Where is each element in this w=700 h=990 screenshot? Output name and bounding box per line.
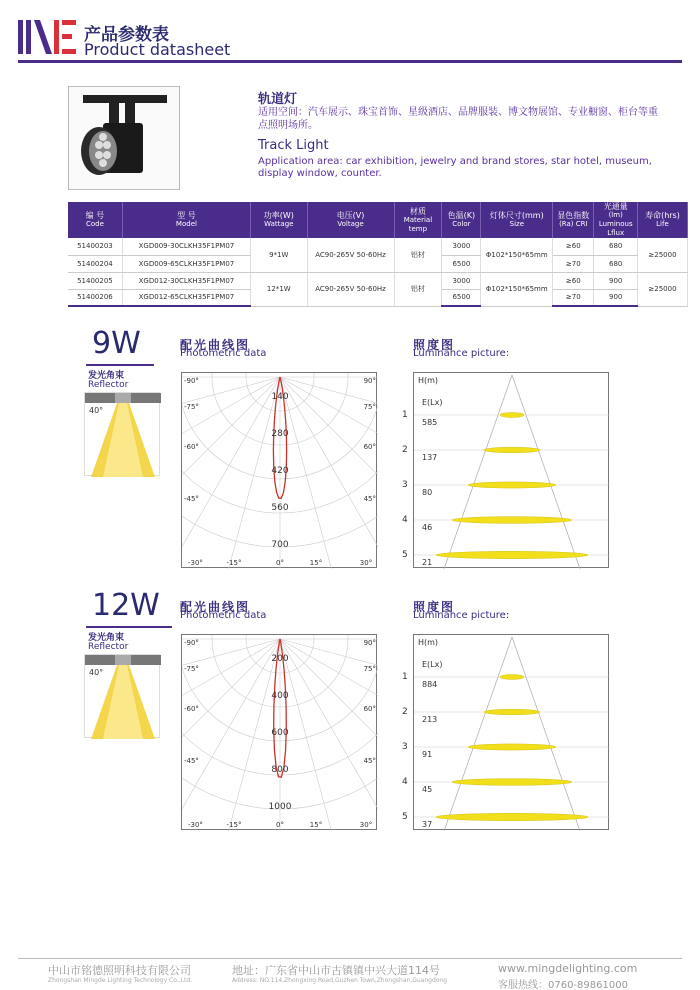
footer-company-zh: 中山市铭德照明科技有限公司	[48, 964, 191, 977]
product-name-en: Track Light	[258, 138, 329, 153]
header-divider	[18, 60, 682, 63]
cell-color: 3000	[442, 238, 481, 255]
angle-label: 15°	[309, 821, 323, 829]
cell-flux: 680	[594, 238, 637, 255]
footer-address-zh: 地址：广东省中山市古镇镇中兴大道114号	[232, 964, 440, 977]
illuminance-spot	[436, 551, 588, 558]
cell-voltage: AC90-265V 50-60Hz	[307, 272, 394, 306]
angle-label: -30°	[188, 821, 203, 829]
track-light-icon	[69, 87, 181, 191]
illuminance-spot	[500, 675, 524, 680]
cell-model: XGD009-65CLKH35F1PM07	[122, 255, 250, 272]
luminance-chart	[414, 635, 610, 831]
luminance-title-zh: 照度图	[413, 338, 456, 352]
radial-tick-label: 280	[271, 429, 289, 439]
angle-label: 45°	[363, 757, 376, 765]
polar-chart	[182, 635, 378, 831]
lux-value: 137	[422, 453, 438, 462]
height-label-outer: 1	[402, 410, 408, 420]
section-12w	[0, 588, 700, 848]
footer-address-en: Address: NO.114,Zhongxing Road,Guzhen Town,Zhongshan,Guangdong	[232, 977, 448, 984]
col-size: 灯体尺寸(mm) Size	[481, 202, 553, 238]
angle-label: 0°	[276, 821, 284, 829]
cell-color: 6500	[442, 289, 481, 306]
polar-chart	[182, 373, 378, 569]
company-logo	[18, 18, 76, 56]
angle-label: -75°	[184, 403, 199, 411]
cell-cri: ≥70	[553, 289, 594, 306]
reflector-label-en: Reflector	[88, 380, 129, 390]
table-row	[68, 238, 688, 255]
cell-cri: ≥60	[553, 272, 594, 289]
height-label-outer: 2	[402, 707, 408, 717]
radial-tick-label: 200	[271, 654, 289, 664]
luminance-title-en: Luminance picture:	[413, 348, 510, 359]
footer-company-en: Zhongshan Mingde Lighting Technology Co.,Ltd.	[48, 977, 193, 984]
cell-flux: 680	[594, 255, 637, 272]
angle-label: -15°	[226, 559, 242, 567]
beam-angle-label: 40°	[89, 406, 104, 415]
footer-website: www.mingdelighting.com	[498, 962, 638, 975]
section-9w	[0, 326, 700, 586]
height-label-outer: 1	[402, 672, 408, 682]
col-material: 材质 Material temp	[394, 202, 442, 238]
cell-flux: 900	[594, 272, 637, 289]
angle-label: -90°	[184, 377, 199, 385]
cell-model: XGD009-30CLKH35F1PM07	[122, 238, 250, 255]
reflector-diagram	[84, 654, 160, 738]
cell-color: 3000	[442, 272, 481, 289]
spec-table	[68, 202, 688, 307]
cell-wattage: 12*1W	[251, 272, 308, 306]
col-code: 编 号 Code	[68, 202, 122, 238]
section-power-title: 12W	[92, 588, 160, 623]
reflector-label-zh: 发光角束	[88, 371, 125, 381]
lux-axis-label: E(Lx)	[422, 398, 443, 407]
lux-value: 585	[422, 418, 438, 427]
luminance-title-en: Luminance picture:	[413, 610, 510, 621]
col-color: 色温(K) Color	[442, 202, 481, 238]
radial-tick-label: 1000	[268, 802, 292, 812]
footer-hotline: 客服热线：0760-89861000	[498, 980, 628, 990]
height-label-outer: 5	[402, 812, 408, 822]
illuminance-spot	[468, 744, 556, 750]
product-name-zh: 轨道灯	[258, 92, 298, 107]
angle-label: -75°	[184, 665, 199, 673]
application-zh: 适用空间：汽车展示、珠宝首饰、星级酒店、品牌服装、博文物展馆、专业橱窗、柜台等重点照明场所。	[258, 107, 658, 131]
photometric-title-zh: 配光曲线图	[180, 338, 251, 352]
reflector-diagram	[84, 392, 160, 476]
cell-voltage: AC90-265V 50-60Hz	[307, 238, 394, 272]
cell-cri: ≥70	[553, 255, 594, 272]
height-axis-label: H(m)	[418, 376, 439, 385]
angle-label: -90°	[184, 639, 199, 647]
lux-value: 45	[422, 785, 433, 794]
radial-tick-label: 600	[271, 728, 289, 738]
cell-material: 铝材	[394, 272, 442, 306]
col-wattage: 功率(W) Wattage	[251, 202, 308, 238]
cell-code: 51400206	[68, 289, 122, 306]
beam-cone-icon	[85, 393, 161, 477]
angle-label: -60°	[184, 443, 199, 451]
illuminance-spot	[484, 447, 540, 453]
lux-value: 21	[422, 558, 433, 567]
illuminance-spot	[436, 813, 588, 820]
beam-cone-icon	[85, 655, 161, 739]
lux-value: 884	[422, 680, 438, 689]
radial-tick-label: 140	[271, 392, 289, 402]
illuminance-spot	[452, 779, 572, 786]
page-title-en: Product datasheet	[84, 40, 231, 59]
photometric-diagram	[181, 634, 377, 830]
footer-divider	[18, 958, 682, 959]
cell-model: XGD012-30CLKH35F1PM07	[122, 272, 250, 289]
luminance-diagram	[413, 634, 609, 830]
section-title-underline	[86, 364, 154, 366]
illuminance-spot	[484, 709, 540, 715]
reflector-label-zh: 发光角束	[88, 633, 125, 643]
cell-code: 51400204	[68, 255, 122, 272]
angle-label: 75°	[363, 665, 376, 673]
radial-tick-label: 800	[271, 765, 289, 775]
angle-label: 90°	[363, 639, 376, 647]
angle-label: -30°	[188, 559, 203, 567]
luminance-diagram	[413, 372, 609, 568]
angle-label: -45°	[184, 495, 199, 503]
lux-value: 91	[422, 750, 433, 759]
angle-label: 30°	[359, 559, 373, 567]
height-label-outer: 5	[402, 550, 408, 560]
lux-axis-label: E(Lx)	[422, 660, 443, 669]
product-photo	[68, 86, 180, 190]
angle-label: 60°	[363, 705, 376, 713]
photometric-title-en: Photometric data	[180, 610, 267, 621]
illuminance-spot	[500, 413, 524, 418]
photometric-title-zh: 配光曲线图	[180, 600, 251, 614]
radial-tick-label: 420	[271, 466, 289, 476]
height-label-outer: 4	[402, 777, 408, 787]
angle-label: 15°	[309, 559, 323, 567]
height-label-outer: 2	[402, 445, 408, 455]
reflector-label-en: Reflector	[88, 642, 129, 652]
photometric-title-en: Photometric data	[180, 348, 267, 359]
col-cri: 显色指数 (Ra) CRI	[553, 202, 594, 238]
cell-model: XGD012-65CLKH35F1PM07	[122, 289, 250, 306]
table-row	[68, 272, 688, 289]
col-voltage: 电压(V) Voltage	[307, 202, 394, 238]
table-header-row	[68, 202, 688, 238]
height-label-outer: 3	[402, 742, 408, 752]
cell-color: 6500	[442, 255, 481, 272]
radial-tick-label: 700	[271, 540, 289, 550]
cell-code: 51400203	[68, 238, 122, 255]
photometric-diagram	[181, 372, 377, 568]
lux-value: 46	[422, 523, 433, 532]
height-label-outer: 3	[402, 480, 408, 490]
radial-tick-label: 400	[271, 691, 289, 701]
cell-material: 铝材	[394, 238, 442, 272]
beam-angle-label: 40°	[89, 668, 104, 677]
cell-cri: ≥60	[553, 238, 594, 255]
radial-tick-label: 560	[271, 503, 289, 513]
angle-label: 75°	[363, 403, 376, 411]
lux-value: 37	[422, 820, 433, 829]
illuminance-spot	[452, 517, 572, 524]
angle-label: 90°	[363, 377, 376, 385]
luminance-chart	[414, 373, 610, 569]
angle-label: -15°	[226, 821, 242, 829]
cell-size: Φ102*150*65mm	[481, 272, 553, 306]
page-title-zh: 产品参数表	[84, 25, 169, 45]
cell-size: Φ102*150*65mm	[481, 238, 553, 272]
col-flux: 光通量 (lm) Luminous Lflux	[594, 202, 637, 238]
angle-label: 30°	[359, 821, 373, 829]
col-model: 型 号 Model	[122, 202, 250, 238]
luminance-title-zh: 照度图	[413, 600, 456, 614]
cell-wattage: 9*1W	[251, 238, 308, 272]
angle-label: -45°	[184, 757, 199, 765]
illuminance-spot	[468, 482, 556, 488]
height-label-outer: 4	[402, 515, 408, 525]
cell-code: 51400205	[68, 272, 122, 289]
lux-value: 213	[422, 715, 438, 724]
col-life: 寿命(hrs) Life	[637, 202, 687, 238]
cell-life: ≥25000	[637, 272, 687, 306]
angle-label: 0°	[276, 559, 284, 567]
section-power-title: 9W	[92, 326, 141, 361]
lux-value: 80	[422, 488, 433, 497]
cell-flux: 900	[594, 289, 637, 306]
angle-label: -60°	[184, 705, 199, 713]
cell-life: ≥25000	[637, 238, 687, 272]
angle-label: 45°	[363, 495, 376, 503]
height-axis-label: H(m)	[418, 638, 439, 647]
section-title-underline	[86, 626, 172, 628]
angle-label: 60°	[363, 443, 376, 451]
application-en: Application area: car exhibition, jewelry and brand stores, star hotel, museum, display window, counter.	[258, 156, 652, 179]
